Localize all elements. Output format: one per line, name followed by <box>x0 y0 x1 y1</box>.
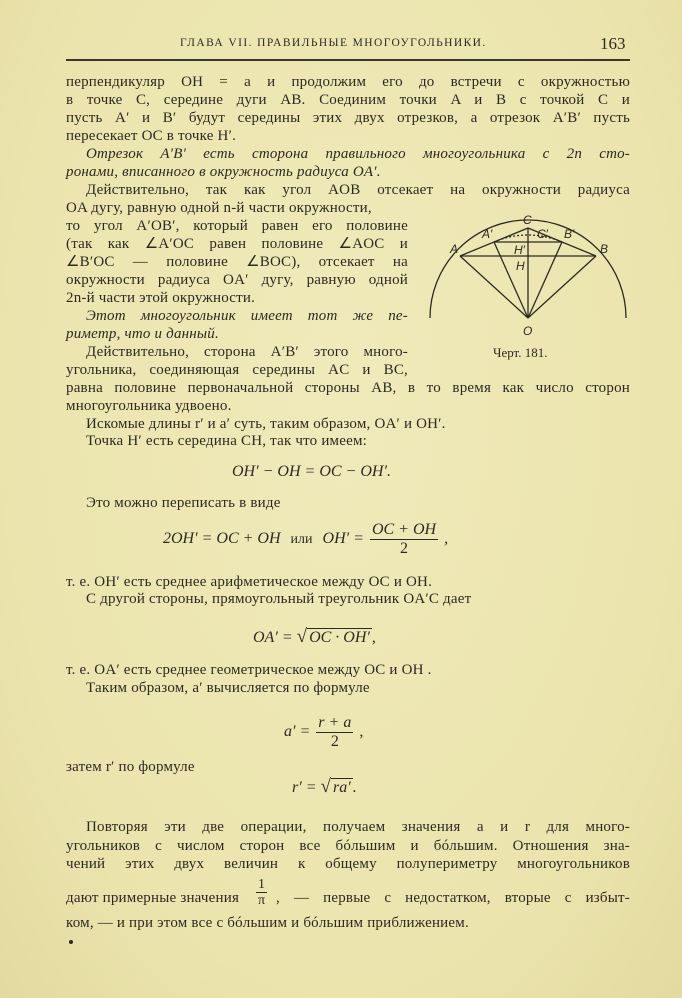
formula-part: , <box>359 723 364 741</box>
theorem-line: ронами, вписанного в окружность радиуса OA′. <box>66 164 381 180</box>
label-C: C <box>523 213 532 227</box>
text-line: Точка H′ есть середина CH, так что имеем: <box>86 433 368 449</box>
theorem-line: риметр, что и данный. <box>66 326 219 342</box>
label-A1: A′ <box>482 227 493 241</box>
formula-part: или <box>290 532 313 548</box>
text-line: (так как ∠A′OC равен половине ∠AOC и <box>66 236 408 252</box>
formula-part: . <box>352 779 357 796</box>
label-H: H <box>516 259 525 273</box>
theorem-line: Этот многоугольник имеет тот же пе- <box>86 308 408 324</box>
denominator: 2 <box>330 733 339 750</box>
text-line: угольника, соединяющая середины AC и BC, <box>66 362 408 378</box>
radicand: OC · OH′ <box>309 629 370 646</box>
formula-part: r′ = <box>292 779 317 796</box>
text-line: то угол A′OB′, который равен его половине <box>66 218 408 234</box>
numerator: 1 <box>258 877 266 892</box>
text-line: Таким образом, a′ вычисляется по формуле <box>86 680 370 696</box>
segment-OB1 <box>528 242 562 318</box>
text-line: ком, — и при этом все с бóльшим и бóльшим приближением. <box>66 915 469 931</box>
text-fragment: , — первые с недостатком, вторые с избыт- <box>276 890 630 906</box>
label-A: A <box>450 242 459 256</box>
label-C1: C′ <box>537 227 548 241</box>
numerator: r + a <box>318 714 352 731</box>
text-line: окружности радиуса OA′ дугу, равную одной <box>66 272 408 288</box>
formula-part: , <box>444 530 449 548</box>
label-H1: H′ <box>514 243 525 257</box>
text-line: ∠B′OC — половине ∠BOC), отсекает на <box>66 254 408 270</box>
text-line: равна половине первоначальной стороны AB, в то время как число сторон <box>66 380 630 396</box>
label-B1: B′ <box>564 227 575 241</box>
text-line: Это можно переписать в виде <box>86 495 281 511</box>
formula-1: OH′ − OH = OC − OH′. <box>232 463 391 480</box>
text-line: многоугольника удвоено. <box>66 398 232 414</box>
theorem-line: Отрезок A′B′ есть сторона правильного многоугольника с 2n сто- <box>86 146 630 162</box>
text-line: Повторяя эти две операции, получаем значения a и r для много- <box>86 819 630 835</box>
text-line: угольников с числом сторон все бóльшим и бóльшим. Отношения зна- <box>66 838 630 854</box>
text-line: в точке C, середине дуги AB. Соединим точки A и B с точкой C и <box>66 92 630 108</box>
text-line: перпендикуляр OH = a и продолжим его до встречи с окружностью <box>66 74 630 90</box>
text-line: OA дугу, равную одной n-й части окружности, <box>66 200 372 216</box>
radicand: ra′ <box>332 779 351 796</box>
formula-part: OA′ = <box>253 629 293 646</box>
text-line: Действительно, сторона A′B′ этого много- <box>86 344 408 360</box>
label-B: B <box>600 242 609 256</box>
sqrt-icon: √ <box>320 776 331 797</box>
page-number: 163 <box>600 34 626 53</box>
text-line: С другой стороны, прямоугольный треугольник OA′C дает <box>86 591 472 607</box>
text-line: т. е. OH′ есть среднее арифметическое между OC и OH. <box>66 574 433 590</box>
text-line: чений этих двух величин к общему полупериметру многоугольников <box>66 856 630 872</box>
figure-caption: Черт. 181. <box>493 345 548 360</box>
label-O: O <box>523 324 533 338</box>
denominator: 2 <box>400 540 408 557</box>
denominator: π <box>257 893 266 908</box>
sqrt-icon: √ <box>296 626 308 647</box>
text-line: Искомые длины r′ и a′ суть, таким образом, OA′ и OH′. <box>86 416 446 432</box>
formula-part: a′ = <box>284 723 311 741</box>
formula-part: 2OH′ = OC + OH <box>163 530 281 548</box>
text-line: Действительно, так как угол AOB отсекает на окружности радиуса <box>86 182 630 198</box>
numerator: OC + OH <box>371 521 437 538</box>
running-header: ГЛАВА VII. ПРАВИЛЬНЫЕ МНОГОУГОЛЬНИКИ. <box>180 37 487 49</box>
formula-part: , <box>371 629 376 646</box>
text-fragment: дают примерные значения <box>66 890 240 906</box>
text-line: пересекает OC в точке H′. <box>66 128 237 144</box>
text-line: затем r′ по формуле <box>66 759 195 775</box>
text-line: пусть A′ и B′ будут середины этих двух отрезков, а отрезок A′B′ пусть <box>66 110 630 126</box>
text-line: т. е. OA′ есть среднее геометрическое между OC и OH . <box>66 662 432 678</box>
text-line: 2n-й части этой окружности. <box>66 290 256 306</box>
segment-OB <box>528 256 596 318</box>
formula-part: OH′ = <box>322 530 364 548</box>
